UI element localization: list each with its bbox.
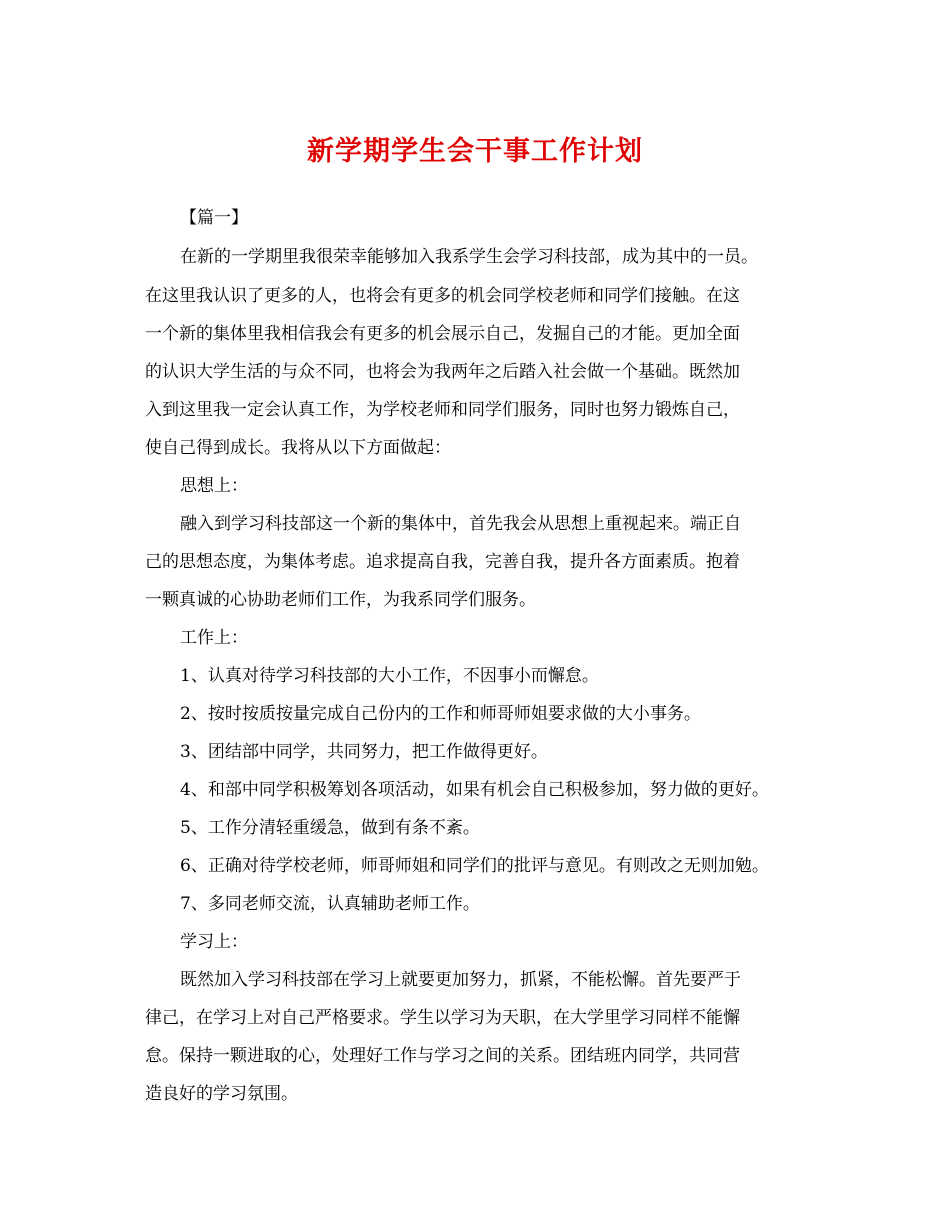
- study-line: 造良好的学习氛围。: [145, 1084, 298, 1104]
- work-item: 1、认真对待学习科技部的大小工作，不因事小而懈怠。: [180, 666, 599, 686]
- work-item: 3、团结部中同学，共同努力，把工作做得更好。: [180, 742, 548, 762]
- thought-line: 一颗真诚的心协助老师们工作，为我系同学们服务。: [145, 590, 536, 610]
- thought-heading: 思想上：: [180, 476, 248, 496]
- section-label: 【篇一】: [180, 208, 248, 228]
- study-line: 怠。保持一颗进取的心，处理好工作与学习之间的关系。团结班内同学，共同营: [145, 1046, 740, 1066]
- document-title: 新学期学生会干事工作计划: [307, 136, 643, 167]
- thought-line: 融入到学习科技部这一个新的集体中，首先我会从思想上重视起来。端正自: [180, 514, 741, 534]
- work-item: 7、多同老师交流，认真辅助老师工作。: [180, 894, 480, 914]
- work-item: 2、按时按质按量完成自己份内的工作和师哥师姐要求做的大小事务。: [180, 704, 701, 724]
- intro-line: 的认识大学生活的与众不同，也将会为我两年之后踏入社会做一个基础。既然加: [145, 362, 740, 382]
- thought-line: 己的思想态度，为集体考虑。追求提高自我，完善自我，提升各方面素质。抱着: [145, 552, 740, 572]
- study-heading: 学习上：: [180, 932, 248, 952]
- study-line: 律己，在学习上对自己严格要求。学生以学习为天职，在大学里学习同样不能懈: [145, 1008, 740, 1028]
- intro-line: 使自己得到成长。我将从以下方面做起：: [145, 438, 451, 458]
- intro-line: 一个新的集体里我相信我会有更多的机会展示自己，发掘自己的才能。更加全面: [145, 324, 740, 344]
- work-item: 4、和部中同学积极筹划各项活动，如果有机会自己积极参加，努力做的更好。: [180, 780, 769, 800]
- intro-line: 在这里我认识了更多的人，也将会有更多的机会同学校老师和同学们接触。在这: [145, 286, 740, 306]
- work-heading: 工作上：: [180, 628, 248, 648]
- intro-line: 入到这里我一定会认真工作，为学校老师和同学们服务，同时也努力锻炼自己，: [145, 400, 740, 420]
- intro-line: 在新的一学期里我很荣幸能够加入我系学生会学习科技部，成为其中的一员。: [180, 247, 758, 267]
- study-line: 既然加入学习科技部在学习上就要更加努力，抓紧，不能松懈。首先要严于: [180, 970, 741, 990]
- work-item: 6、正确对待学校老师，师哥师姐和同学们的批评与意见。有则改之无则加勉。: [180, 856, 769, 876]
- work-item: 5、工作分清轻重缓急，做到有条不紊。: [180, 818, 480, 838]
